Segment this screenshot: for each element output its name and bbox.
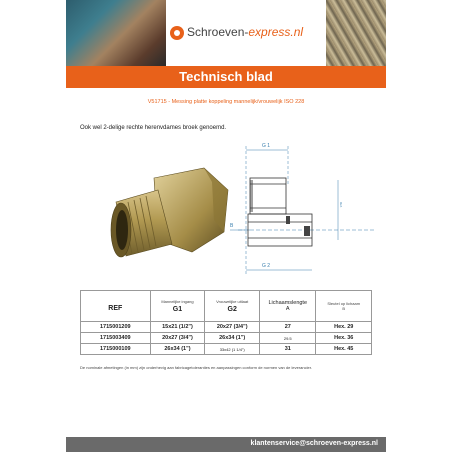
- product-description: Ook wel 2-delige rechte herenvdames broek genoemd.: [80, 125, 227, 131]
- header-a-label: A: [285, 306, 290, 312]
- footnote: De nominale afmetingen (in mm) zijn onderhevig aan fabricagetoleranties en aanpassingen conform de normen van de leverancier.: [80, 365, 312, 370]
- title-bar: [66, 66, 386, 88]
- coupling-product-image: [96, 160, 236, 270]
- cell-b: Hex. 29: [316, 322, 372, 333]
- spec-table: [80, 290, 372, 355]
- page-title: Technisch blad: [179, 69, 273, 84]
- header-b-desc: Sleutel op lichaam: [327, 301, 361, 306]
- cell-b: Hex. 45: [316, 344, 372, 355]
- table-row: [81, 333, 372, 344]
- header-ref-label: REF: [108, 305, 123, 312]
- technical-drawing: [226, 140, 376, 280]
- cell-g1: 15x21 (1/2"): [150, 322, 205, 333]
- cell-ref: 1715000109: [81, 344, 151, 355]
- table-row: [81, 344, 372, 355]
- cell-g2: 20x27 (3/4"): [205, 322, 260, 333]
- datasheet-page: [66, 0, 386, 452]
- tools-photo: [66, 0, 166, 66]
- screws-photo: [326, 0, 386, 66]
- table-row: [81, 322, 372, 333]
- brand-logo-text: [187, 25, 303, 39]
- header-g1-desc: Mannelijke ingang: [161, 299, 194, 304]
- header-g2: [205, 291, 260, 322]
- header-g1: [150, 291, 205, 322]
- cell-a: 31: [260, 344, 316, 355]
- brand-name-main: Schroeven-: [187, 25, 249, 39]
- brand-logo-icon: [170, 26, 184, 40]
- header-g2-desc: Vrouwelijke uitlaat: [216, 299, 249, 304]
- header-ref: [81, 291, 151, 322]
- brand-name-accent: express.nl: [248, 25, 304, 39]
- header-g1-label: G1: [172, 306, 183, 313]
- drawing-label-b: B: [230, 223, 234, 229]
- cell-a: 27: [260, 322, 316, 333]
- cell-g1: 26x34 (1"): [150, 344, 205, 355]
- footer-bar: [66, 437, 386, 452]
- drawing-label-g1: G 1: [262, 143, 271, 149]
- header-g2-label: G2: [227, 306, 237, 313]
- cell-ref: 1715003409: [81, 333, 151, 344]
- drawing-label-g2: G 2: [262, 263, 271, 269]
- header-a: [260, 291, 316, 322]
- cell-ref: 1715001209: [81, 322, 151, 333]
- cell-g1: 20x27 (3/4"): [150, 333, 205, 344]
- header-b-label: B: [342, 306, 346, 311]
- drawing-label-a: Ref.: [339, 202, 343, 208]
- product-subtitle: V51715 - Messing platte koppeling mannelijk/vrouwelijk ISO 228: [147, 99, 305, 105]
- table-header-row: [81, 291, 372, 322]
- header-a-desc: Lichaamslengte: [268, 300, 308, 306]
- cell-b: Hex. 36: [316, 333, 372, 344]
- header-b: [316, 291, 372, 322]
- cell-g2: 26x34 (1"): [205, 333, 260, 344]
- cell-a: 29.5: [260, 333, 316, 344]
- cell-g2: 33x42 (1 1/4"): [205, 344, 260, 355]
- support-email-link[interactable]: klantenservice@schroeven-express.nl: [250, 440, 378, 447]
